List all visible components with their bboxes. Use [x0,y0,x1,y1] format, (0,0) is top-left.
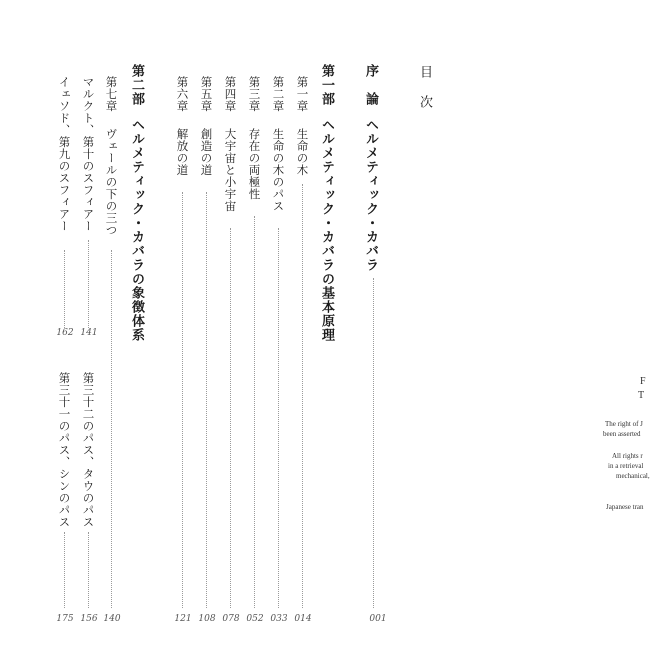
ch4-label: 第四章 [223,76,238,112]
ch7-label: 第七章 [104,76,119,112]
path-shin-page: 175 [56,614,74,624]
path-shin-leader [64,532,65,608]
ch2-title: 生命の木のパス [271,128,286,212]
part2-label: 第二部 [129,64,144,106]
part1-label: 第一部 [319,64,334,106]
toc-title-char-1: 目 [417,65,432,78]
intro-leader [373,278,374,608]
part1-title: ヘルメティック・カバラの基本原理 [319,118,334,342]
ch6-title: 解放の道 [175,128,190,176]
ch4-leader [230,228,231,608]
copyright-line-4b: in a retrieval [608,462,644,470]
ch4-page: 078 [222,614,240,624]
copyright-line-3b: been asserted [603,430,641,438]
path-shin: 第三十一のパス、シンのパス [57,372,72,528]
ch5-label: 第五章 [199,76,214,112]
ch7-leader [111,250,112,608]
ch3-leader [254,216,255,608]
ch2-label: 第二章 [271,76,286,112]
ch5-leader [206,192,207,608]
ch1-title: 生命の木 [295,128,310,176]
section-yesod-page: 162 [56,328,74,338]
ch2-leader [278,228,279,608]
ch5-page: 108 [198,614,216,624]
ch5-title: 創造の道 [199,128,214,176]
ch2-page: 033 [270,614,288,624]
copyright-line-4a: All rights r [612,452,643,460]
toc-title-char-2: 次 [417,95,432,108]
ch3-title: 存在の両極性 [247,128,262,200]
ch1-leader [302,184,303,608]
part2-title: ヘルメティック・カバラの象徴体系 [129,118,144,342]
intro-page: 001 [369,614,387,624]
copyright-line-1: F [640,376,646,387]
ch7-page: 140 [103,614,121,624]
ch3-label: 第三章 [247,76,262,112]
copyright-line-5: Japanese tran [606,503,644,511]
ch1-label: 第一章 [295,76,310,112]
ch6-page: 121 [174,614,192,624]
section-malkuth: マルクト、第十のスフィアー [81,76,96,232]
ch6-label: 第六章 [175,76,190,112]
copyright-line-3a: The right of J [605,420,643,428]
section-malkuth-page: 141 [80,328,98,338]
ch7-title: ヴェールの下の三つ [104,128,119,236]
ch6-leader [182,192,183,608]
section-malkuth-leader [88,240,89,328]
intro-label: 序 論 [363,64,378,106]
intro-title: ヘルメティック・カバラ [363,118,378,272]
copyright-line-2: T [638,390,645,401]
copyright-line-4c: mechanical, [616,472,650,480]
path-tav-leader [88,532,89,608]
ch4-title: 大宇宙と小宇宙 [223,128,238,212]
ch3-page: 052 [246,614,264,624]
path-tav: 第三十二のパス、タウのパス [81,372,96,528]
path-tav-page: 156 [80,614,98,624]
section-yesod: イェソド、第九のスフィアー [57,76,72,232]
ch1-page: 014 [294,614,312,624]
section-yesod-leader [64,250,65,328]
